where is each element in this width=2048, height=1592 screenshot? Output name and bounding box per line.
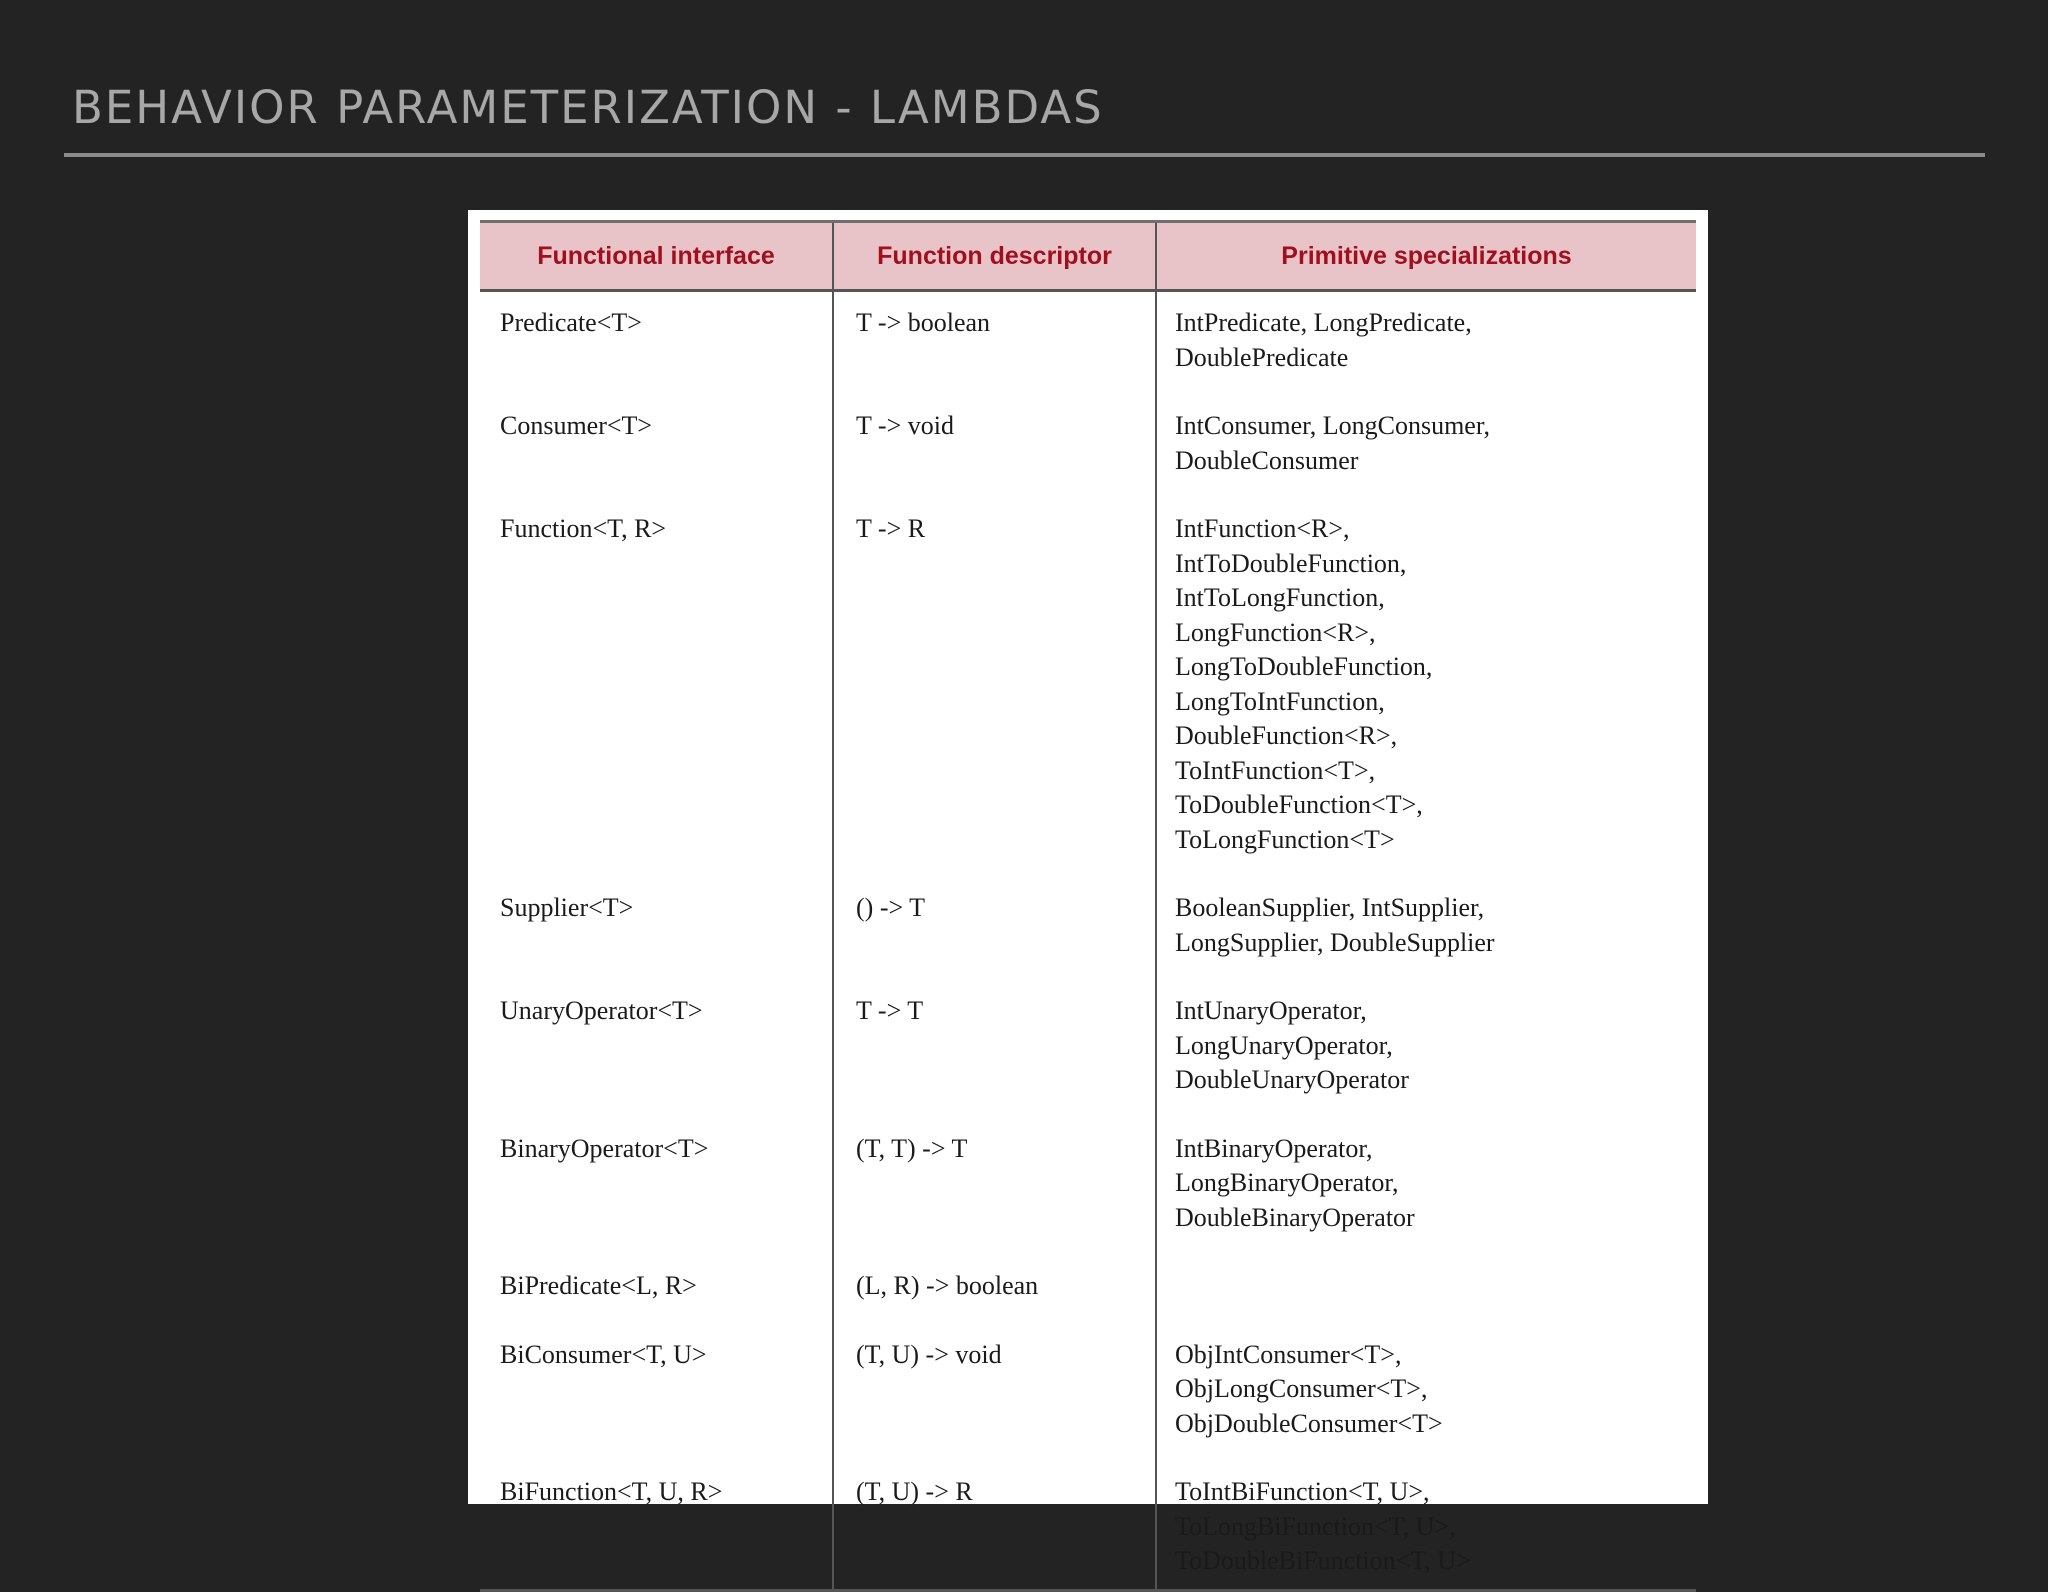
cell-interface: BiPredicate<L, R> <box>500 1271 697 1300</box>
table-row <box>480 500 1696 879</box>
table-row <box>480 1463 1696 1590</box>
table-row <box>480 1257 1696 1326</box>
header-functional-interface: Functional interface <box>480 222 833 291</box>
cell-specializations: IntFunction<R>, IntToDoubleFunction, IntToLongFunction, LongFunction<R>, LongToDoubleFunction, LongToIntFunction, DoubleFunction<R>, ToIntFunction<T>, ToDoubleFunction<T>, ToLongFunction<T> <box>1156 500 1696 879</box>
cell-specializations: ToIntBiFunction<T, U>, ToLongBiFunction<T, U>, ToDoubleBiFunction<T, U> <box>1156 1463 1696 1590</box>
cell-specializations: BooleanSupplier, IntSupplier, LongSupplier, DoubleSupplier <box>1156 879 1696 982</box>
table-row <box>480 291 1696 398</box>
cell-interface: Predicate<T> <box>500 308 642 337</box>
cell-specializations <box>1156 1257 1696 1326</box>
header-function-descriptor: Function descriptor <box>833 222 1156 291</box>
table-row <box>480 1326 1696 1464</box>
functional-interfaces-table-image <box>468 210 1708 1575</box>
cell-interface: Function<T, R> <box>500 514 667 543</box>
functional-interfaces-table <box>480 220 1696 1592</box>
cell-interface: BiFunction<T, U, R> <box>480 1463 833 1590</box>
cell-descriptor: (T, T) -> T <box>833 1120 1156 1258</box>
cell-specializations: IntBinaryOperator, LongBinaryOperator, DoubleBinaryOperator <box>1156 1120 1696 1258</box>
header-primitive-specializations: Primitive specializations <box>1156 222 1696 291</box>
table-row <box>480 1120 1696 1258</box>
cell-descriptor: T -> T <box>833 982 1156 1120</box>
cell-interface: BiConsumer<T, U> <box>500 1339 707 1369</box>
title-divider <box>64 153 1985 157</box>
cell-specializations: IntUnaryOperator, LongUnaryOperator, DoubleUnaryOperator <box>1156 982 1696 1120</box>
cell-specializations: IntPredicate, LongPredicate, DoublePredicate <box>1156 291 1696 398</box>
table-header-row <box>480 222 1696 291</box>
table-row <box>480 397 1696 500</box>
cell-descriptor: T -> R <box>833 500 1156 879</box>
table-row <box>480 879 1696 982</box>
cell-descriptor: (L, R) -> boolean <box>833 1257 1156 1326</box>
cell-interface: Consumer<T> <box>500 411 653 440</box>
slide-title: BEHAVIOR PARAMETERIZATION - LAMBDAS <box>72 81 1104 134</box>
cell-descriptor: (T, U) -> R <box>833 1463 1156 1590</box>
cell-specializations: IntConsumer, LongConsumer, DoubleConsumer <box>1156 397 1696 500</box>
cell-specializations: ObjIntConsumer<T>, ObjLongConsumer<T>, ObjDoubleConsumer<T> <box>1156 1326 1696 1464</box>
cell-descriptor: T -> void <box>833 397 1156 500</box>
cell-descriptor: (T, U) -> void <box>833 1326 1156 1464</box>
cell-interface: UnaryOperator<T> <box>500 996 703 1025</box>
cell-interface: BinaryOperator<T> <box>500 1133 709 1163</box>
cell-interface: Supplier<T> <box>500 893 634 922</box>
cell-descriptor: T -> boolean <box>833 291 1156 398</box>
table-row <box>480 982 1696 1120</box>
cell-descriptor: () -> T <box>833 879 1156 982</box>
